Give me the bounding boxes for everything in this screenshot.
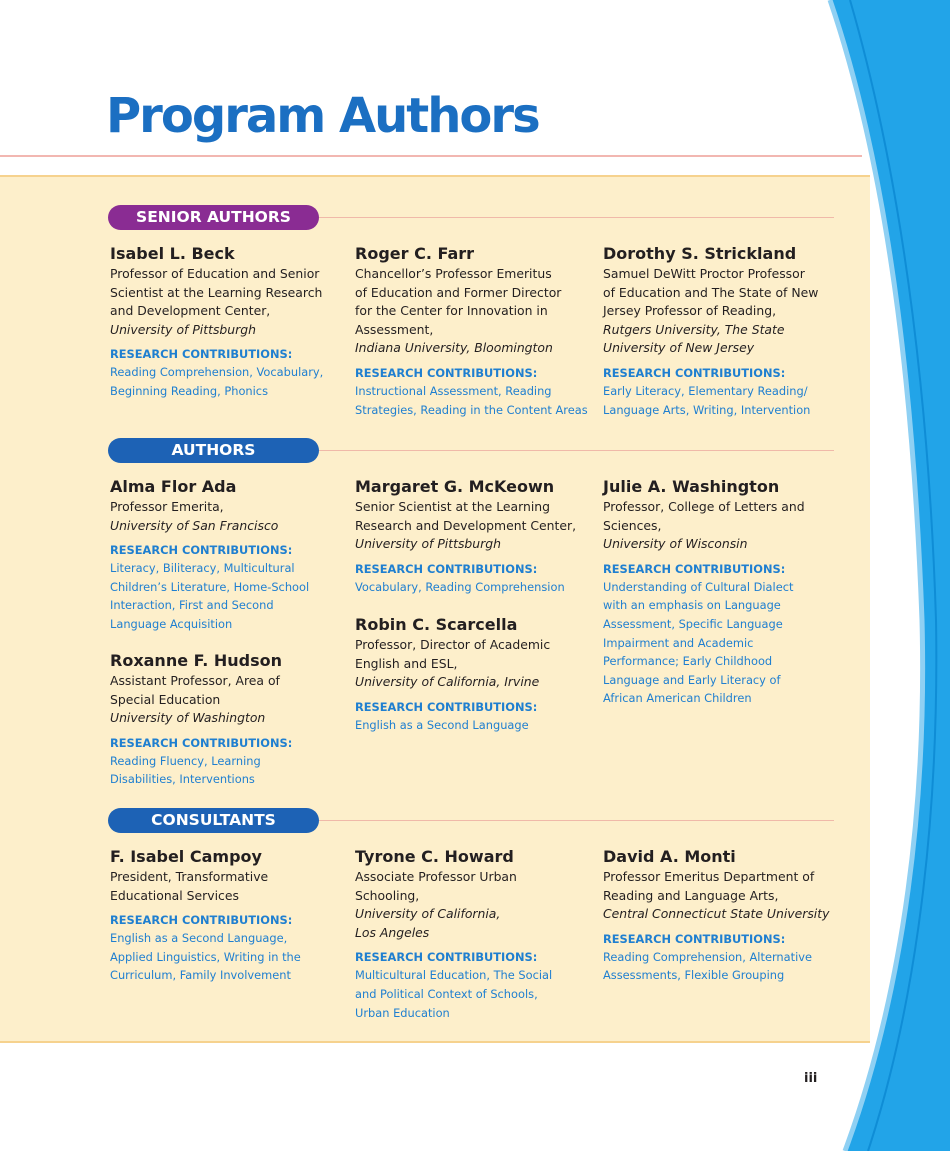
institution-line: University of California, — [355, 906, 501, 922]
author-affiliation — [355, 636, 595, 692]
research-contribution-line: English as a Second Language, — [110, 931, 288, 946]
institution-line: Los Angeles — [355, 924, 430, 940]
author-entry-farr — [355, 244, 595, 419]
affiliation-line: Professor Emeritus Department of — [603, 869, 815, 884]
affiliation-line: Research and Development Center, — [355, 517, 577, 533]
research-contribution-line: with an emphasis on Language — [603, 598, 781, 613]
affiliation-line: English and ESL, — [355, 655, 458, 671]
author-entry-campoy — [110, 847, 350, 985]
research-contributions-label: RESEARCH CONTRIBUTIONS: — [603, 931, 786, 946]
author-entry-washington — [603, 477, 843, 708]
research-contribution-line: African American Children — [603, 691, 752, 706]
affiliation-line: President, Transformative — [110, 869, 269, 884]
research-contributions-label: RESEARCH CONTRIBUTIONS: — [110, 735, 293, 750]
institution-line: Indiana University, Bloomington — [355, 340, 553, 356]
affiliation-line: Sciences, — [603, 517, 662, 533]
affiliation-line: Schooling, — [355, 887, 420, 903]
author-name: Julie A. Washington — [603, 477, 780, 496]
research-contribution-line: Disabilities, Interventions — [110, 772, 255, 787]
research-contributions-label: RESEARCH CONTRIBUTIONS: — [355, 950, 538, 965]
author-name: Dorothy S. Strickland — [603, 244, 797, 263]
affiliation-line: Scientist at the Learning Research — [110, 284, 323, 300]
senior-authors-heading: SENIOR AUTHORS — [108, 205, 319, 230]
author-affiliation — [603, 868, 843, 924]
author-entry-beck — [110, 244, 350, 401]
institution-line: University of New Jersey — [603, 340, 755, 356]
affiliation-line: of Education and Former Director — [355, 284, 562, 300]
research-contribution-line: Multicultural Education, The Social — [355, 968, 553, 983]
author-name: Roger C. Farr — [355, 244, 475, 263]
author-affiliation — [603, 498, 843, 554]
authors-heading: AUTHORS — [108, 438, 319, 463]
institution-line: University of Pittsburgh — [355, 536, 501, 552]
author-entry-howard — [355, 847, 595, 1022]
affiliation-line: Chancellor’s Professor Emeritus — [355, 266, 552, 281]
research-contribution-line: English as a Second Language — [355, 717, 529, 732]
author-affiliation — [355, 498, 595, 554]
affiliation-line: Professor, College of Letters and — [603, 499, 805, 514]
affiliation-line: and Development Center, — [110, 303, 271, 319]
author-entry-hudson — [110, 651, 350, 789]
research-contribution-line: Reading Fluency, Learning — [110, 753, 261, 768]
affiliation-line: Professor of Education and Senior — [110, 266, 320, 281]
research-contributions-label: RESEARCH CONTRIBUTIONS: — [603, 561, 786, 576]
institution-line: University of Washington — [110, 710, 266, 726]
affiliation-line: for the Center for Innovation in — [355, 303, 548, 319]
research-contribution-line: Literacy, Biliteracy, Multicultural — [110, 561, 295, 576]
research-contributions-label: RESEARCH CONTRIBUTIONS: — [110, 543, 293, 558]
research-contribution-line: Understanding of Cultural Dialect — [603, 579, 794, 594]
research-contribution-line: Assessments, Flexible Grouping — [603, 968, 785, 983]
research-contribution-line: Applied Linguistics, Writing in the — [110, 949, 301, 964]
research-contribution-line: Language and Early Literacy of — [603, 672, 781, 687]
affiliation-line: Jersey Professor of Reading, — [603, 303, 777, 319]
research-contribution-line: Children’s Literature, Home-School — [110, 579, 310, 594]
research-contribution-line: Curriculum, Family Involvement — [110, 968, 291, 983]
research-contributions-label: RESEARCH CONTRIBUTIONS: — [603, 365, 786, 380]
research-contribution-line: Language Acquisition — [110, 616, 233, 631]
author-affiliation — [110, 498, 350, 535]
page-number: iii — [804, 1071, 818, 1086]
affiliation-line: Assistant Professor, Area of — [110, 673, 280, 688]
panel-bottom-edge — [0, 1041, 870, 1043]
title-rule — [0, 155, 862, 157]
panel-top-edge — [0, 175, 870, 177]
affiliation-line: Professor Emerita, — [110, 499, 224, 514]
author-entry-scarcella — [355, 615, 595, 734]
author-name: Alma Flor Ada — [110, 477, 237, 496]
affiliation-line: Special Education — [110, 691, 221, 707]
author-entry-ada — [110, 477, 350, 634]
affiliation-line: Assessment, — [355, 321, 434, 337]
author-affiliation — [110, 265, 350, 339]
research-contribution-line: Reading Comprehension, Alternative — [603, 949, 813, 964]
author-entry-monti — [603, 847, 843, 985]
author-affiliation — [110, 672, 350, 728]
research-contribution-line: Strategies, Reading in the Content Areas — [355, 402, 588, 417]
institution-line: Rutgers University, The State — [603, 321, 785, 337]
research-contribution-line: Interaction, First and Second — [110, 598, 274, 613]
page-title: Program Authors — [106, 88, 539, 144]
research-contribution-line: Performance; Early Childhood — [603, 654, 773, 669]
section-rule — [319, 450, 834, 451]
author-name: Roxanne F. Hudson — [110, 651, 282, 670]
author-affiliation — [603, 265, 843, 358]
author-name: David A. Monti — [603, 847, 736, 866]
research-contribution-line: Vocabulary, Reading Comprehension — [355, 579, 565, 594]
author-name: Robin C. Scarcella — [355, 615, 518, 634]
consultants-heading: CONSULTANTS — [108, 808, 319, 833]
affiliation-line: Professor, Director of Academic — [355, 637, 551, 652]
author-name: Margaret G. McKeown — [355, 477, 555, 496]
institution-line: University of San Francisco — [110, 517, 279, 533]
affiliation-line: Educational Services — [110, 887, 239, 903]
affiliation-line: Reading and Language Arts, — [603, 887, 779, 903]
research-contribution-line: Early Literacy, Elementary Reading/ — [603, 383, 808, 398]
research-contribution-line: Reading Comprehension, Vocabulary, — [110, 365, 324, 380]
research-contributions-label: RESEARCH CONTRIBUTIONS: — [355, 561, 538, 576]
research-contribution-line: Impairment and Academic — [603, 635, 754, 650]
affiliation-line: Samuel DeWitt Proctor Professor — [603, 266, 805, 281]
author-affiliation — [110, 868, 350, 905]
section-rule — [319, 217, 834, 218]
author-affiliation — [355, 868, 595, 942]
author-entry-strickland — [603, 244, 843, 419]
author-name: F. Isabel Campoy — [110, 847, 262, 866]
institution-line: University of Pittsburgh — [110, 321, 256, 337]
research-contribution-line: and Political Context of Schools, — [355, 986, 538, 1001]
research-contributions-label: RESEARCH CONTRIBUTIONS: — [110, 913, 293, 928]
section-rule — [319, 820, 834, 821]
research-contribution-line: Instructional Assessment, Reading — [355, 383, 552, 398]
author-name: Isabel L. Beck — [110, 244, 235, 263]
research-contribution-line: Assessment, Specific Language — [603, 616, 783, 631]
institution-line: University of California, Irvine — [355, 674, 540, 690]
institution-line: Central Connecticut State University — [603, 906, 830, 922]
affiliation-line: Senior Scientist at the Learning — [355, 499, 551, 514]
author-name: Tyrone C. Howard — [355, 847, 514, 866]
research-contributions-label: RESEARCH CONTRIBUTIONS: — [355, 365, 538, 380]
affiliation-line: Associate Professor Urban — [355, 869, 517, 884]
research-contribution-line: Urban Education — [355, 1005, 450, 1020]
affiliation-line: of Education and The State of New — [603, 284, 819, 300]
research-contribution-line: Language Arts, Writing, Intervention — [603, 402, 811, 417]
research-contributions-label: RESEARCH CONTRIBUTIONS: — [110, 347, 293, 362]
institution-line: University of Wisconsin — [603, 536, 748, 552]
author-entry-mckeown — [355, 477, 595, 596]
research-contribution-line: Beginning Reading, Phonics — [110, 383, 269, 398]
research-contributions-label: RESEARCH CONTRIBUTIONS: — [355, 699, 538, 714]
author-affiliation — [355, 265, 595, 358]
